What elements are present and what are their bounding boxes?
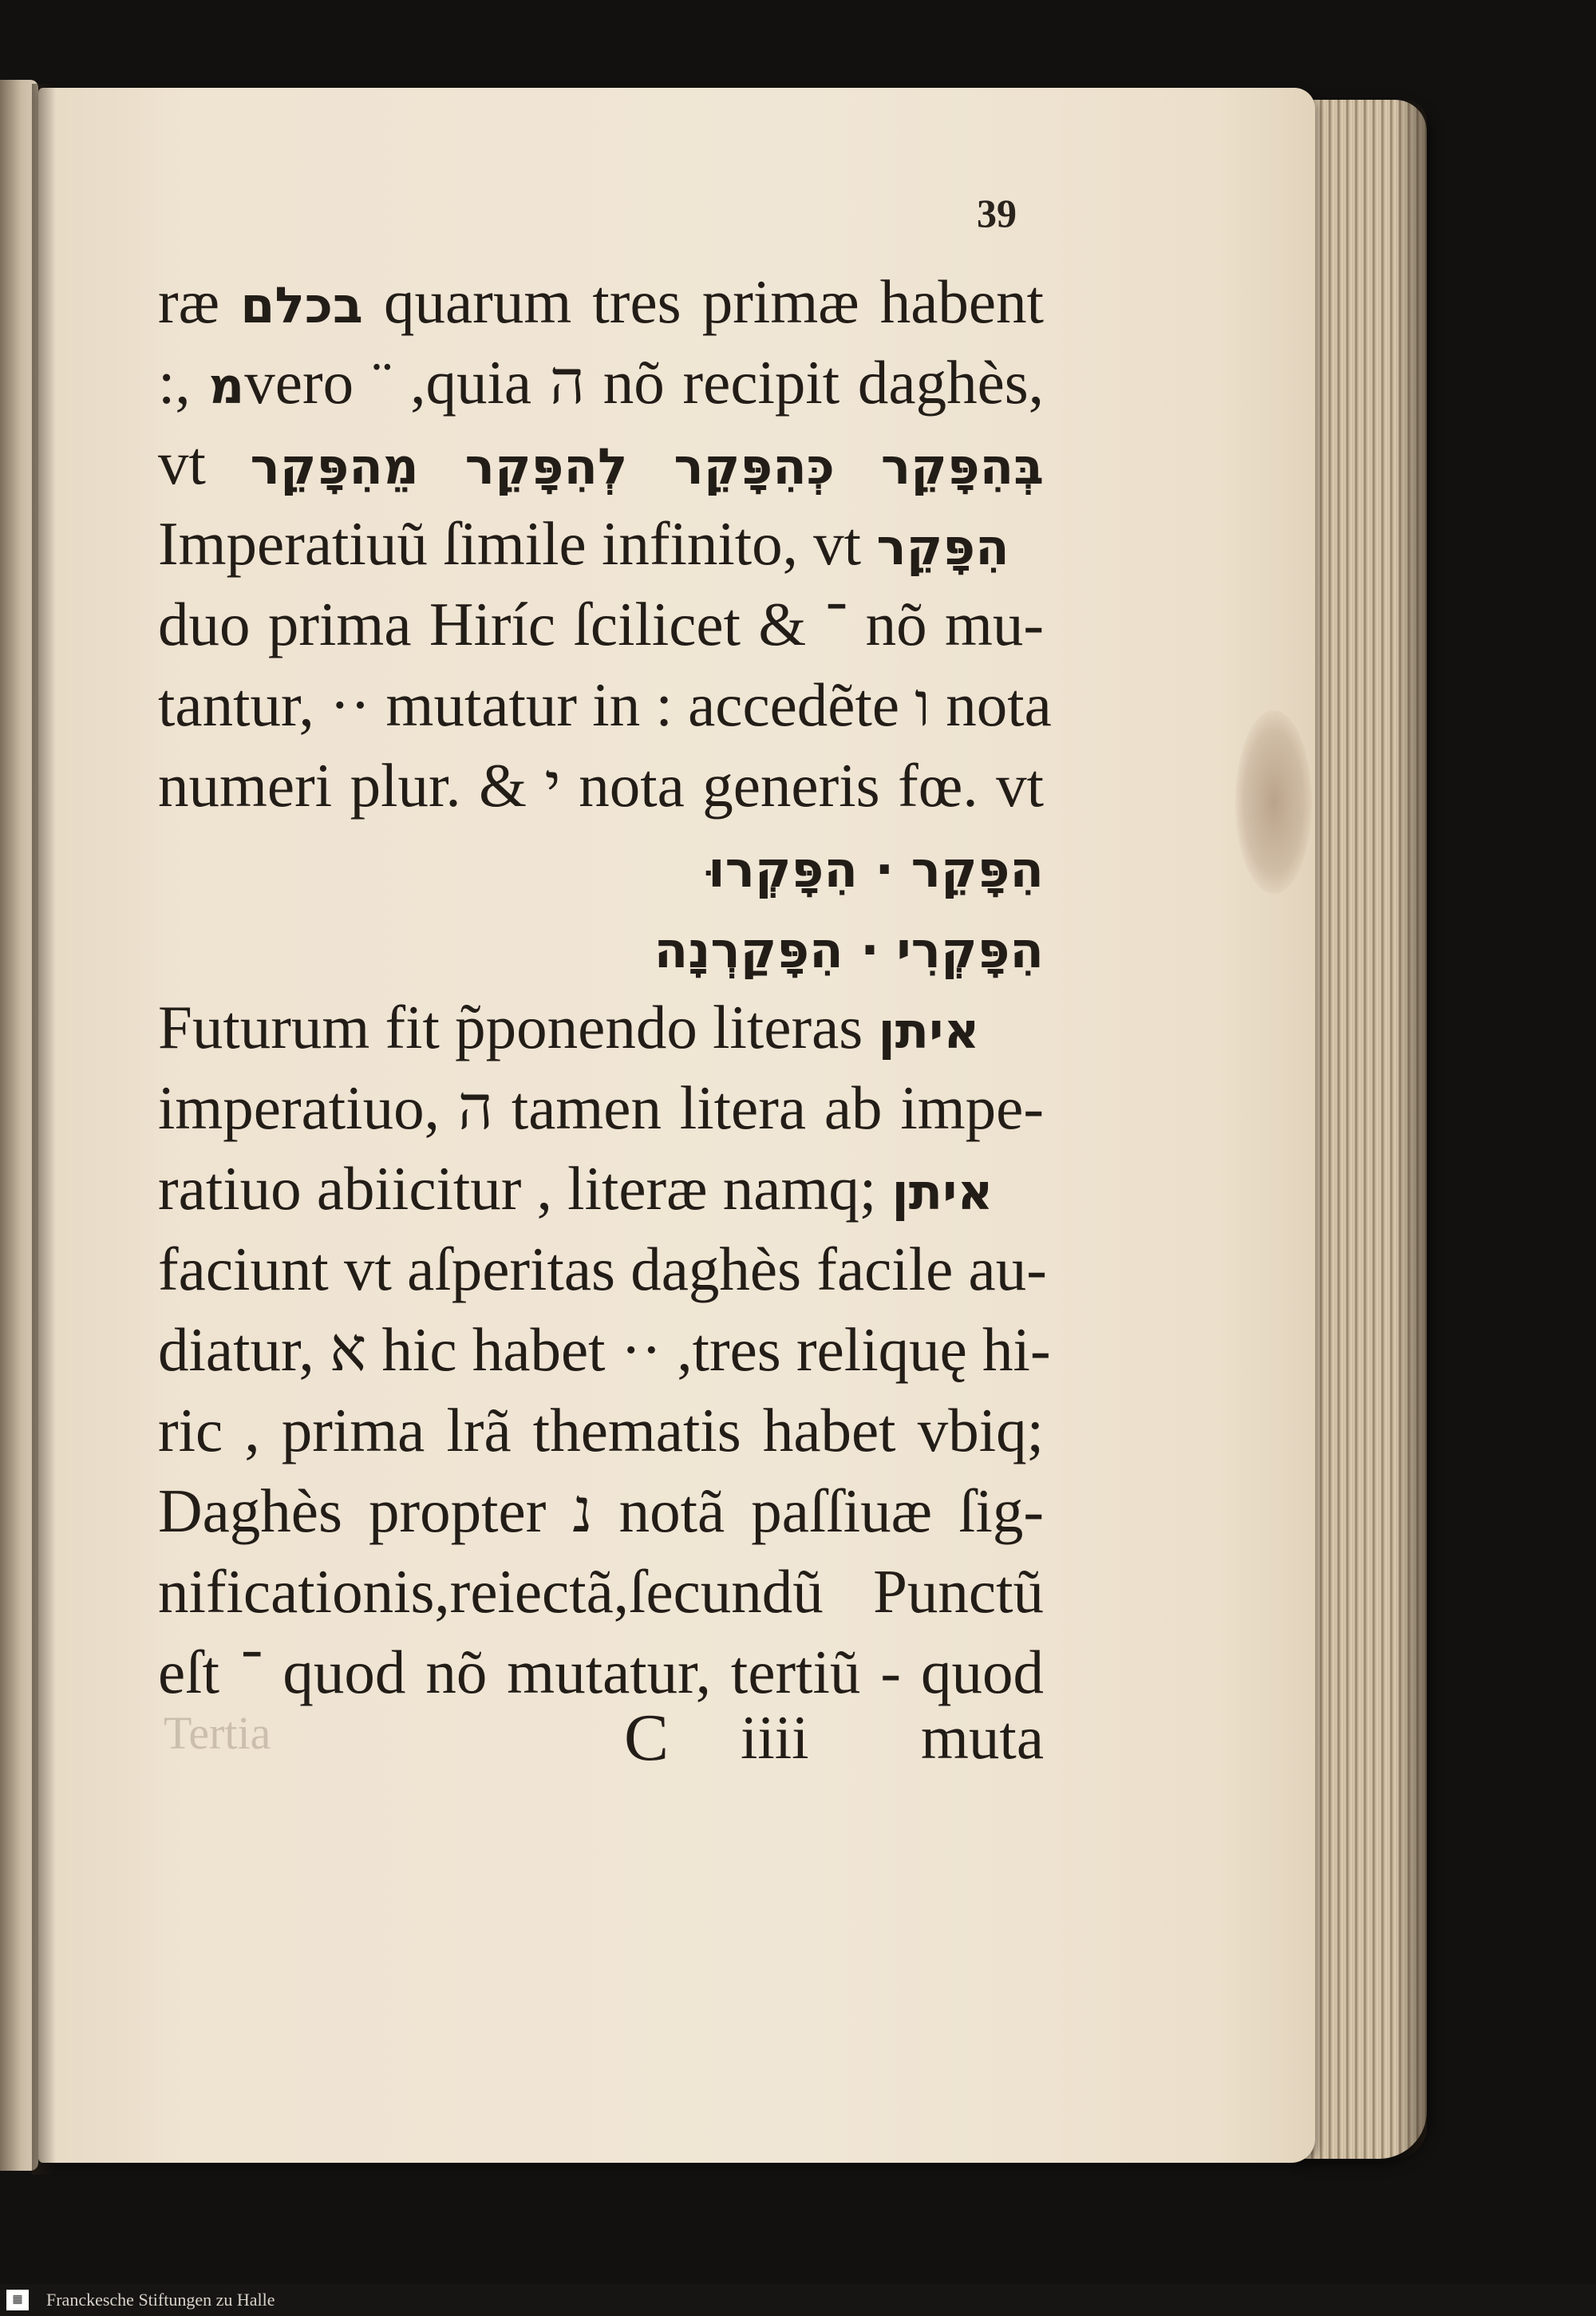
page-stack-edge (1299, 100, 1427, 2159)
gutter-shadow (32, 84, 56, 2175)
page-stain (1235, 710, 1312, 894)
latin-text: diatur, א hic habet ·· ,tres reliquę hi- (158, 1315, 1051, 1384)
text-line (158, 745, 1044, 826)
text-line (158, 423, 1044, 504)
hebrew-text: בכלם (240, 276, 363, 334)
footer-bar (0, 2284, 1596, 2316)
text-line (158, 826, 1044, 907)
latin-text: Imperatiuũ ſimile infinito, vt (158, 509, 877, 578)
hebrew-text: מ (208, 357, 245, 415)
text-line (158, 1229, 1047, 1310)
latin-text: ric , prima lrã thematis habet vbiq; (158, 1396, 1044, 1464)
text-line (158, 504, 1044, 584)
hebrew-text: איתן (891, 1163, 994, 1221)
latin-text: faciunt vt aſperitas daghès facile au- (158, 1235, 1047, 1303)
latin-text: vt (158, 429, 251, 497)
text-line (158, 1310, 1051, 1390)
hebrew-text: איתן (878, 1002, 980, 1060)
text-line (158, 907, 1044, 987)
hebrew-text: הִפָּקֵר · הִפָּקְרוּ (708, 840, 1044, 899)
text-line (158, 1068, 1044, 1148)
text-block (158, 262, 1052, 1713)
catchword: muta (921, 1703, 1044, 1772)
page-footer-line (158, 1697, 1044, 1778)
latin-text: ratiuo abiicitur , literæ namq; (158, 1154, 892, 1223)
latin-text: duo prima Hiríc ſcilicet & ־ nõ mu- (158, 590, 1044, 658)
folio-number: 39 (977, 191, 1017, 235)
hebrew-text: בְּהִפָּקֵר כְּהִפָּקֵר לְהִפָּקֵר מֵהִפָּקֵר (250, 437, 1044, 496)
text-line (158, 342, 1044, 423)
quire-number: iiii (741, 1703, 809, 1772)
text-line (158, 1148, 1044, 1229)
latin-text: nificationis,reiectã,ſecundũ Punctũ (158, 1557, 1044, 1626)
footer-label: Franckesche Stiftungen zu Halle (46, 2290, 275, 2310)
latin-text: imperatiuo, ה tamen litera ab impe- (158, 1073, 1045, 1142)
latin-text: eſt ־ quod nõ mutatur, tertiũ - quod (158, 1638, 1044, 1706)
text-line (158, 665, 1052, 745)
signature-mark: C (624, 1701, 670, 1775)
latin-text: Daghès propter נ notã paſſiuæ ſig- (158, 1476, 1044, 1545)
latin-text: Futurum fit p̃ponendo literas (158, 993, 879, 1061)
text-line (158, 262, 1044, 342)
hebrew-text: הִפָּקֵר (876, 518, 1009, 576)
latin-text: tantur, ·· mutatur in : accedẽte ו nota (158, 670, 1052, 739)
latin-text: ræ (158, 267, 241, 336)
text-line (158, 987, 1044, 1068)
hebrew-text: הִפָּקְרִי · הִפָּקַרְנָה (654, 921, 1044, 979)
latin-text: quarum tres primæ habent (362, 267, 1045, 336)
show-through-text: Tertia (164, 1707, 271, 1759)
text-line (158, 1390, 1044, 1471)
latin-text: numeri plur. & י nota generis fœ. vt (158, 751, 1044, 820)
text-line (158, 1471, 1044, 1551)
latin-text: vero ¨ ,quia ה nõ recipit daghès, (244, 348, 1044, 417)
text-line (158, 584, 1044, 665)
text-line (158, 1551, 1044, 1632)
institution-logo-icon: ▦ (6, 2290, 29, 2310)
latin-text: :, (158, 348, 209, 417)
